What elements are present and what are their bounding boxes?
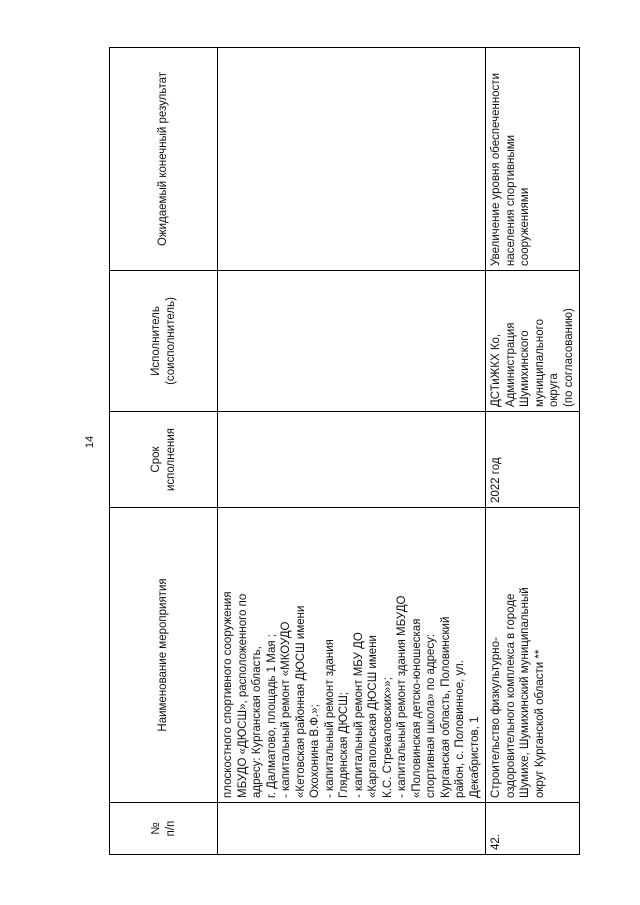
row-term: 2022 год: [486, 412, 580, 508]
table-row: [218, 48, 486, 855]
row-name: Строительство физкультурно- оздоровительного комплекса в городе Шумихе, Шумихинский муниципальный округ Курганской области **: [486, 508, 580, 803]
rotated-table-container: [109, 48, 575, 855]
table-header-row: [110, 48, 218, 855]
measures-table: [109, 47, 580, 855]
row-result: Увеличение уровня обеспеченности населения спортивными сооружениями: [486, 48, 580, 271]
row-executor: [218, 271, 486, 412]
header-name: Наименование мероприятия: [110, 508, 218, 803]
table-row: [486, 48, 580, 855]
row-executor: ДСТиЖКХ Ко, Администрация Шумихинского муниципального округа (по согласованию): [486, 271, 580, 412]
row-term: [218, 412, 486, 508]
header-term: Срок исполнения: [110, 412, 218, 508]
page-number: 14: [84, 435, 96, 449]
header-result: Ожидаемый конечный результат: [110, 48, 218, 271]
row-num: [218, 803, 486, 855]
row-result: [218, 48, 486, 271]
header-executor: Исполнитель (соисполнитель): [110, 271, 218, 412]
row-num: 42.: [486, 803, 580, 855]
row-name: плоскостного спортивного сооружения МБУДО «ДЮСШ», расположенного по адресу: Курганская область, г. Далматово, площадь 1 Мая ; - капитальный ремонт «МКОУДО «Кетовская районная ДЮСШ имени Охохонина В.Ф.»; - капитальный ремонт здания Глядянская ДЮСШ; - капитальный ремонт МБУ ДО «Каргапольская ДЮСШ имени К.С. Стрекаловских»»; - капитальный ремонт здания МБУДО «Половинская детско-юношеская спортивная школа» по адресу: Курганская область, Половинский район, с. Половинное, ул. Декабристов, 1: [218, 508, 486, 803]
header-num: № п/п: [110, 803, 218, 855]
